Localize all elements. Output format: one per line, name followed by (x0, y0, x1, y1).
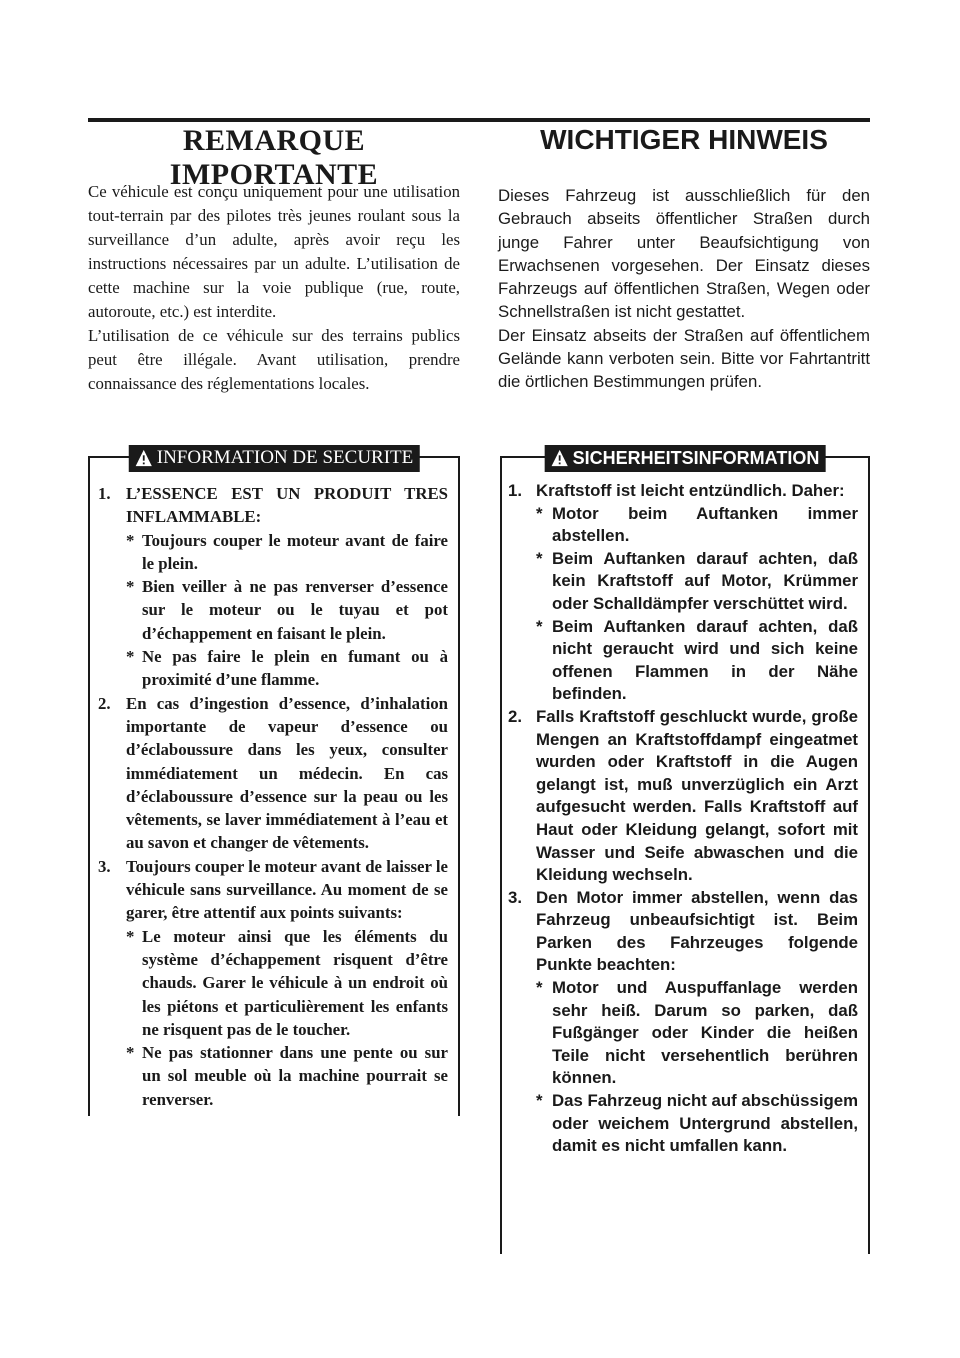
warning-icon (135, 449, 153, 467)
warning-icon (551, 449, 569, 467)
list-item-text: En cas d’ingestion d’essence, d’inhalation importante de vapeur d’essence ou d’éclaboussure dans les yeux, consulter immédiatement un médecin. En cas d’éclaboussure d’essence sur la peau ou les vêtements, se laver immédiatement à l’eau et au savon et changer de vêtements. (126, 693, 448, 853)
safety-list-de (508, 480, 858, 1158)
list-sub-item-text: Bien veiller à ne pas renverser d’essence sur le moteur ou le tuyau et pot d’échappement en faisant le plein. (142, 577, 448, 643)
list-sub-item-text: Beim Auftanken darauf achten, daß nicht geraucht wird und sich keine offenen Flammen in der Nähe befinden. (552, 616, 858, 704)
list-sub-item (126, 529, 448, 576)
list-sub-item-text: Motor und Auspuffanlage werden sehr heiß. Darum so parken, daß Fußgänger oder Kinder die heißen Teile nicht versehentlich berühren können. (552, 978, 858, 1088)
list-item (98, 692, 448, 855)
list-item (508, 706, 858, 887)
bullet-asterisk: * (126, 577, 135, 597)
list-sub-item (126, 1041, 448, 1111)
list-item-text: Toujours couper le moteur avant de laisser le véhicule sans surveillance. Au moment de se garer, être attentif aux points suivants: (126, 856, 448, 923)
safety-list-fr (98, 482, 448, 1111)
heading-de: WICHTIGER HINWEIS (540, 124, 828, 155)
bullet-asterisk: * (126, 530, 135, 550)
bullet-asterisk: * (126, 647, 135, 667)
list-sub-item (536, 548, 858, 616)
bullet-asterisk: * (536, 503, 543, 523)
list-item-number: 2. (508, 706, 522, 726)
safety-title-fr: INFORMATION DE SECURITE (156, 447, 414, 468)
list-sub-item (126, 575, 448, 645)
list-sub-item-text: Motor beim Auftanken immer abstellen. (552, 503, 858, 546)
list-sub-item-text: Beim Auftanken darauf achten, daß kein Kraftstoff auf Motor, Krümmer oder Schalldämpfer verschüttet wird. (552, 548, 858, 613)
intro-de (498, 184, 870, 394)
list-item-text: Kraftstoff ist leicht entzündlich. Daher: (536, 481, 845, 500)
bullet-asterisk: * (536, 548, 543, 568)
list-sub-item-text: Ne pas stationner dans une pente ou sur un sol meuble où la machine pourrait se renverser. (142, 1043, 448, 1109)
list-sub-item (536, 1090, 858, 1158)
list-item (508, 480, 858, 706)
list-item-text: Falls Kraftstoff geschluckt wurde, große Mengen an Kraftstoffdampf eingeatmet wurden oder Kraftstoff in die Augen gelangt ist, muß unverzüglich ein Arzt aufgesucht werden. Falls Kraftstoff auf Haut oder Kleidung gelangt, sofort mit Wasser und Seife abwaschen und die Kleidung wechseln. (536, 706, 858, 885)
list-sub-item (126, 645, 448, 692)
bullet-asterisk: * (536, 616, 543, 636)
list-item-number: 3. (508, 887, 522, 907)
bullet-asterisk: * (126, 1043, 135, 1063)
list-sub-item-text: Le moteur ainsi que les éléments du système d’échappement risquent d’être chauds. Garer le véhicule à un endroit où les piétons et particulièrement les enfants ne risquent pas de le toucher. (142, 926, 448, 1039)
safety-badge-fr (129, 445, 420, 472)
safety-badge-de (545, 445, 826, 472)
list-sub-item-text: Ne pas faire le plein en fumant ou à proximité d’une flamme. (142, 647, 448, 690)
bullet-asterisk: * (536, 1091, 543, 1111)
heading-fr: REMARQUE IMPORTANTE (169, 124, 379, 191)
safety-box-fr (88, 447, 460, 1116)
intro-fr-paragraph-2: L’utilisation de ce véhicule sur des terrains publics peut être illégale. Avant utilisation, prendre connaissance des réglementations locales. (88, 326, 460, 393)
list-item (98, 855, 448, 1111)
list-sub-item (126, 925, 448, 1041)
intro-de-paragraph-1: Dieses Fahrzeug ist ausschließlich für den Gebrauch abseits öffentlicher Straßen durch junge Fahrer unter Beaufsichtigung von Erwachsenen vorgesehen. Der Einsatz dieses Fahrzeugs auf öffentlichen Straßen, Wegen oder Schnellstraßen ist nicht gestattet. (498, 186, 870, 322)
list-item (508, 887, 858, 1158)
list-sub-item (536, 503, 858, 548)
list-item-number: 3. (98, 856, 111, 876)
list-item-number: 2. (98, 693, 111, 713)
list-item-text: L’ESSENCE EST UN PRODUIT TRES INFLAMMABLE: (126, 484, 448, 527)
top-rule (88, 118, 870, 122)
list-item-number: 1. (98, 484, 111, 503)
bullet-asterisk: * (126, 926, 135, 946)
safety-box-de (500, 447, 870, 1254)
list-item-number: 1. (508, 481, 522, 500)
intro-fr-paragraph-1: Ce véhicule est conçu uniquement pour une utilisation tout-terrain par des pilotes très jeunes roulant sous la surveillance d’un adulte, après avoir reçu les instructions nécessaires par un adulte. L’utilisation de cette machine sur la voie publique (rue, route, autoroute, etc.) est interdite. (88, 182, 460, 321)
list-sub-item (536, 616, 858, 706)
intro-fr (88, 180, 460, 396)
list-item (98, 482, 448, 692)
list-sub-item-text: Das Fahrzeug nicht auf abschüssigem oder weichem Untergrund abstellen, damit es nicht umfallen kann. (552, 1091, 858, 1156)
list-item-text: Den Motor immer abstellen, wenn das Fahrzeug unbeaufsichtigt ist. Beim Parken des Fahrzeuges folgende Punkte beachten: (536, 887, 858, 975)
safety-title-de: SICHERHEITSINFORMATION (572, 447, 820, 468)
bullet-asterisk: * (536, 978, 543, 998)
list-sub-item-text: Toujours couper le moteur avant de faire le plein. (142, 530, 448, 573)
list-sub-item (536, 977, 858, 1090)
intro-de-paragraph-2: Der Einsatz abseits der Straßen auf öffentlichem Gelände kann verboten sein. Bitte vor Fahrtantritt die örtlichen Bestimmungen prüfen. (498, 325, 870, 392)
